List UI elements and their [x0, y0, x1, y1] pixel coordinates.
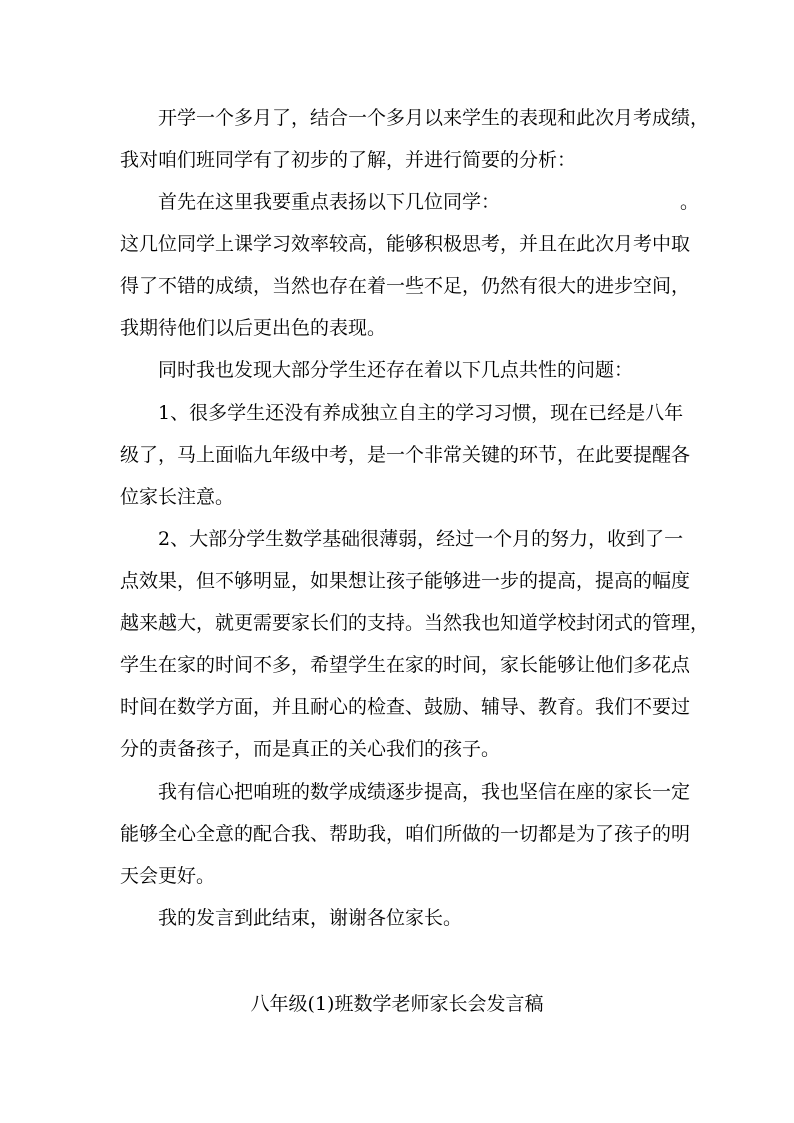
paragraph-line-1: 开学一个多月了，结合一个多月以来学生的表现和此次月考成绩， — [158, 107, 710, 129]
paragraph-line-14: 学生在家的时间不多，希望学生在家的时间，家长能够让他们多花点 — [120, 654, 691, 676]
paragraph-line-9: 级了，马上面临九年级中考，是一个非常关键的环节，在此要提醒各 — [120, 444, 691, 466]
paragraph-line-13: 越来越大，就更需要家长们的支持。当然我也知道学校封闭式的管理， — [120, 612, 710, 634]
paragraph-line-11: 2、大部分学生数学基础很薄弱，经过一个月的努力，收到了一 — [158, 528, 684, 550]
paragraph-line-18: 能够全心全意的配合我、帮助我，咱们所做的一切都是为了孩子的明 — [120, 823, 691, 845]
paragraph-line-12: 点效果，但不够明显，如果想让孩子能够进一步的提高，提高的幅度 — [120, 570, 691, 592]
paragraph-line-15: 时间在数学方面，并且耐心的检查、鼓励、辅导、教育。我们不要过 — [120, 696, 691, 718]
paragraph-line-2: 我对咱们班同学有了初步的了解，并进行简要的分析： — [120, 149, 577, 171]
paragraph-line-16: 分的责备孩子，而是真正的关心我们的孩子。 — [120, 738, 501, 760]
paragraph-line-5: 得了不错的成绩，当然也存在着一些不足，仍然有很大的进步空间， — [120, 275, 691, 297]
paragraph-line-8: 1、很多学生还没有养成独立自主的学习习惯，现在已经是八年 — [158, 402, 684, 424]
paragraph-line-10: 位家长注意。 — [120, 486, 235, 508]
paragraph-line-6: 我期待他们以后更出色的表现。 — [120, 317, 387, 339]
paragraph-line-17: 我有信心把咱班的数学成绩逐步提高，我也坚信在座的家长一定 — [158, 781, 691, 803]
paragraph-line-4: 这几位同学上课学习效率较高，能够积极思考，并且在此次月考中取 — [120, 233, 691, 255]
paragraph-line-19: 天会更好。 — [120, 865, 216, 887]
paragraph-line-3: 首先在这里我要重点表扬以下几位同学： — [158, 191, 501, 213]
paragraph-line-7: 同时我也发现大部分学生还存在着以下几点共性的问题： — [158, 359, 634, 381]
paragraph-line-20: 我的发言到此结束，谢谢各位家长。 — [158, 907, 463, 929]
document-title: 八年级(1)班数学老师家长会发言稿 — [250, 993, 544, 1015]
blank-end-mark: 。 — [680, 191, 700, 213]
